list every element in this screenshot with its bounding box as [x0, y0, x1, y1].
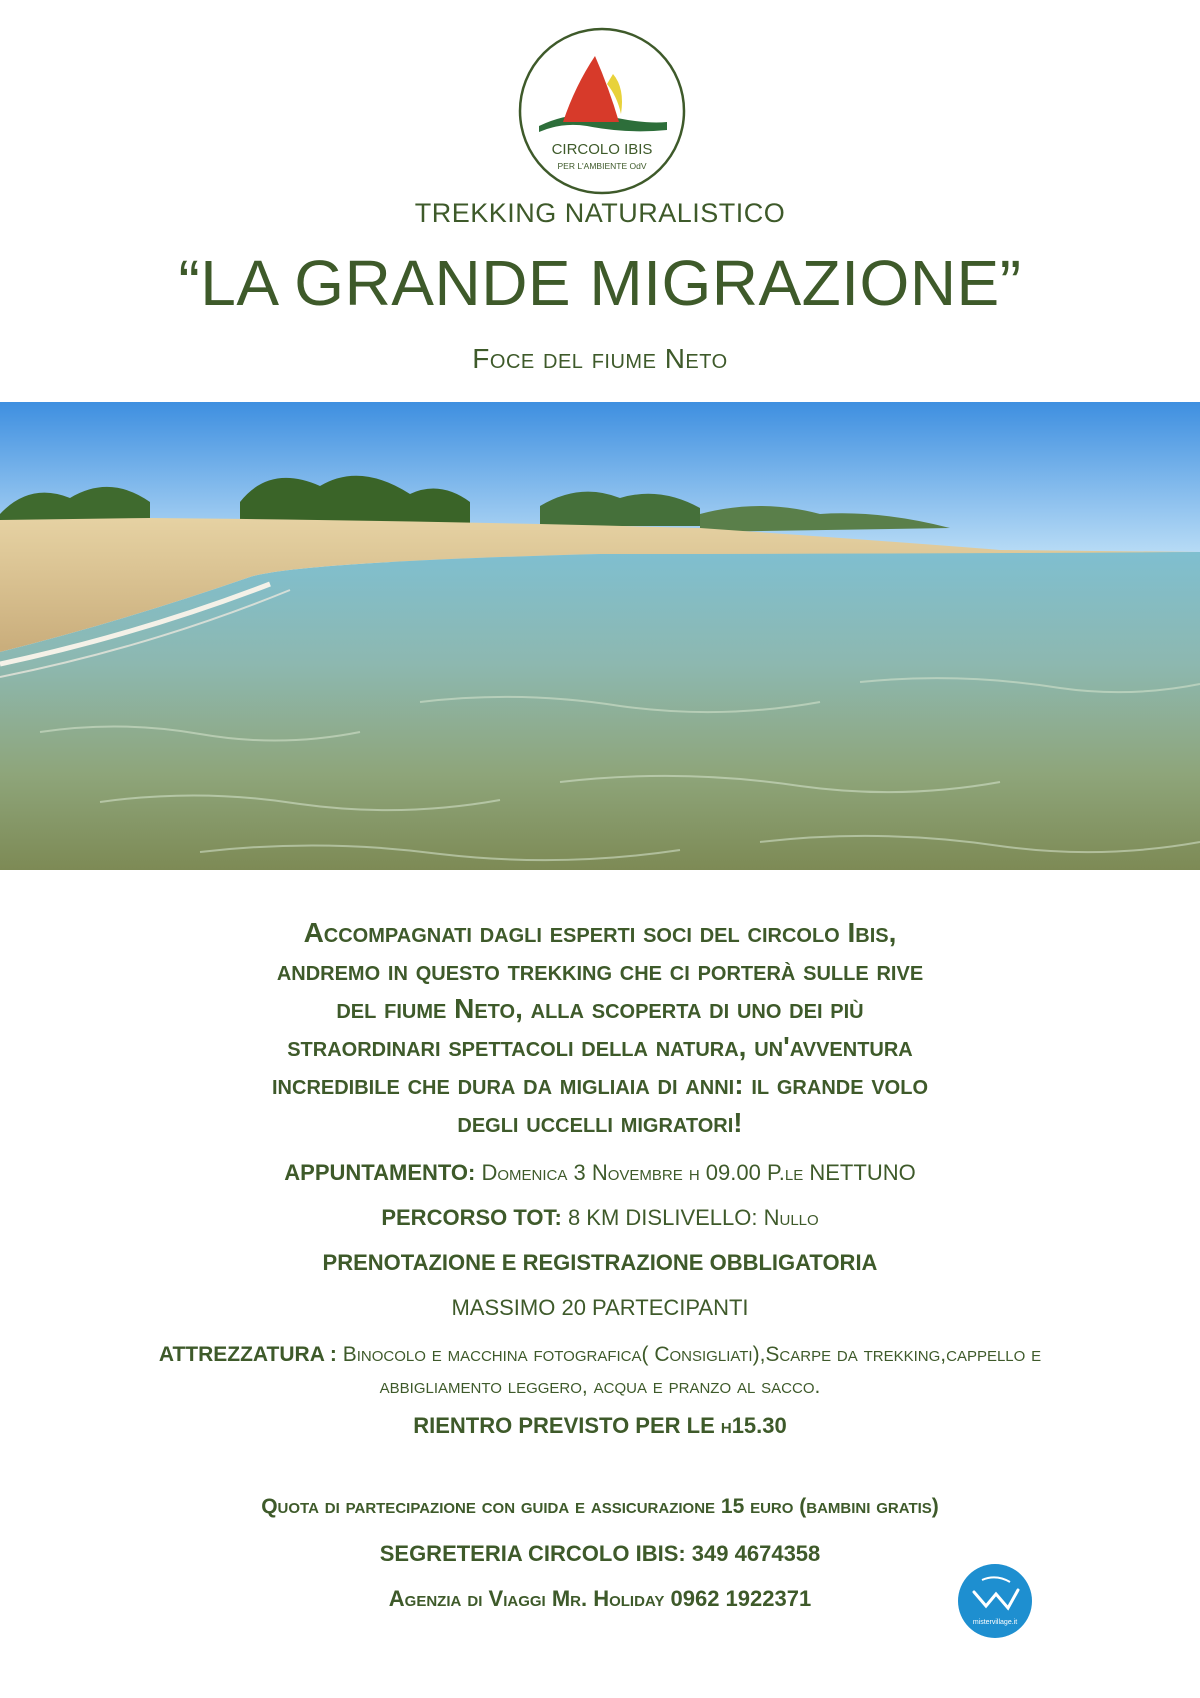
event-type: TREKKING NATURALISTICO	[414, 198, 786, 228]
intro-paragraph	[110, 914, 1090, 1142]
circolo-ibis-logo	[517, 26, 687, 196]
appointment-info	[0, 1160, 1200, 1186]
route-label: PERCORSO TOT:	[381, 1205, 562, 1230]
beach-photo	[0, 402, 1200, 870]
equipment-value: Binocolo e macchina fotografica( Consigliati),Scarpe da trekking,cappello e abbigliamento leggero, acqua e pranzo al sacco.	[336, 1343, 1042, 1398]
booking-required: PRENOTAZIONE E REGISTRAZIONE OBBLIGATORIA	[322, 1250, 878, 1275]
agency-contact: Agenzia di Viaggi Mr. Holiday 0962 1922371	[388, 1586, 812, 1611]
intro-line: andremo in questo trekking che ci porterà sulle rive	[276, 955, 924, 986]
appointment-value: Domenica 3 Novembre h 09.00 P.le NETTUNO	[475, 1160, 916, 1185]
event-location: Foce del fiume Neto	[472, 343, 728, 374]
route-info	[0, 1205, 1200, 1231]
equipment-info	[110, 1339, 1090, 1403]
equipment-label: ATTREZZATURA :	[158, 1343, 337, 1366]
appointment-label: APPUNTAMENTO:	[284, 1160, 476, 1185]
intro-line: Accompagnati dagli esperti soci del circolo Ibis,	[303, 917, 897, 948]
intro-line: degli uccelli migratori!	[457, 1107, 743, 1138]
badge-text: mistervillage.it	[972, 1619, 1018, 1626]
event-title: “LA GRANDE MIGRAZIONE”	[178, 247, 1022, 319]
max-participants: MASSIMO 20 PARTECIPANTI	[451, 1295, 749, 1320]
logo-text: CIRCOLO IBIS	[551, 141, 653, 158]
route-value: 8 KM DISLIVELLO: Nullo	[561, 1205, 819, 1230]
intro-line: incredibile che dura da migliaia di anni: il grande volo	[272, 1069, 928, 1100]
mistervillage-badge	[956, 1562, 1034, 1640]
return-time: RIENTRO PREVISTO PER LE h15.30	[413, 1413, 787, 1438]
secretary-contact: SEGRETERIA CIRCOLO IBIS: 349 4674358	[379, 1541, 821, 1566]
intro-line: del fiume Neto, alla scoperta di uno dei più	[336, 993, 864, 1024]
intro-line: straordinari spettacoli della natura, un'avventura	[287, 1031, 913, 1062]
participation-fee: Quota di partecipazione con guida e assicurazione 15 euro (bambini gratis)	[261, 1495, 939, 1518]
logo-subtext: PER L'AMBIENTE OdV	[557, 161, 647, 171]
